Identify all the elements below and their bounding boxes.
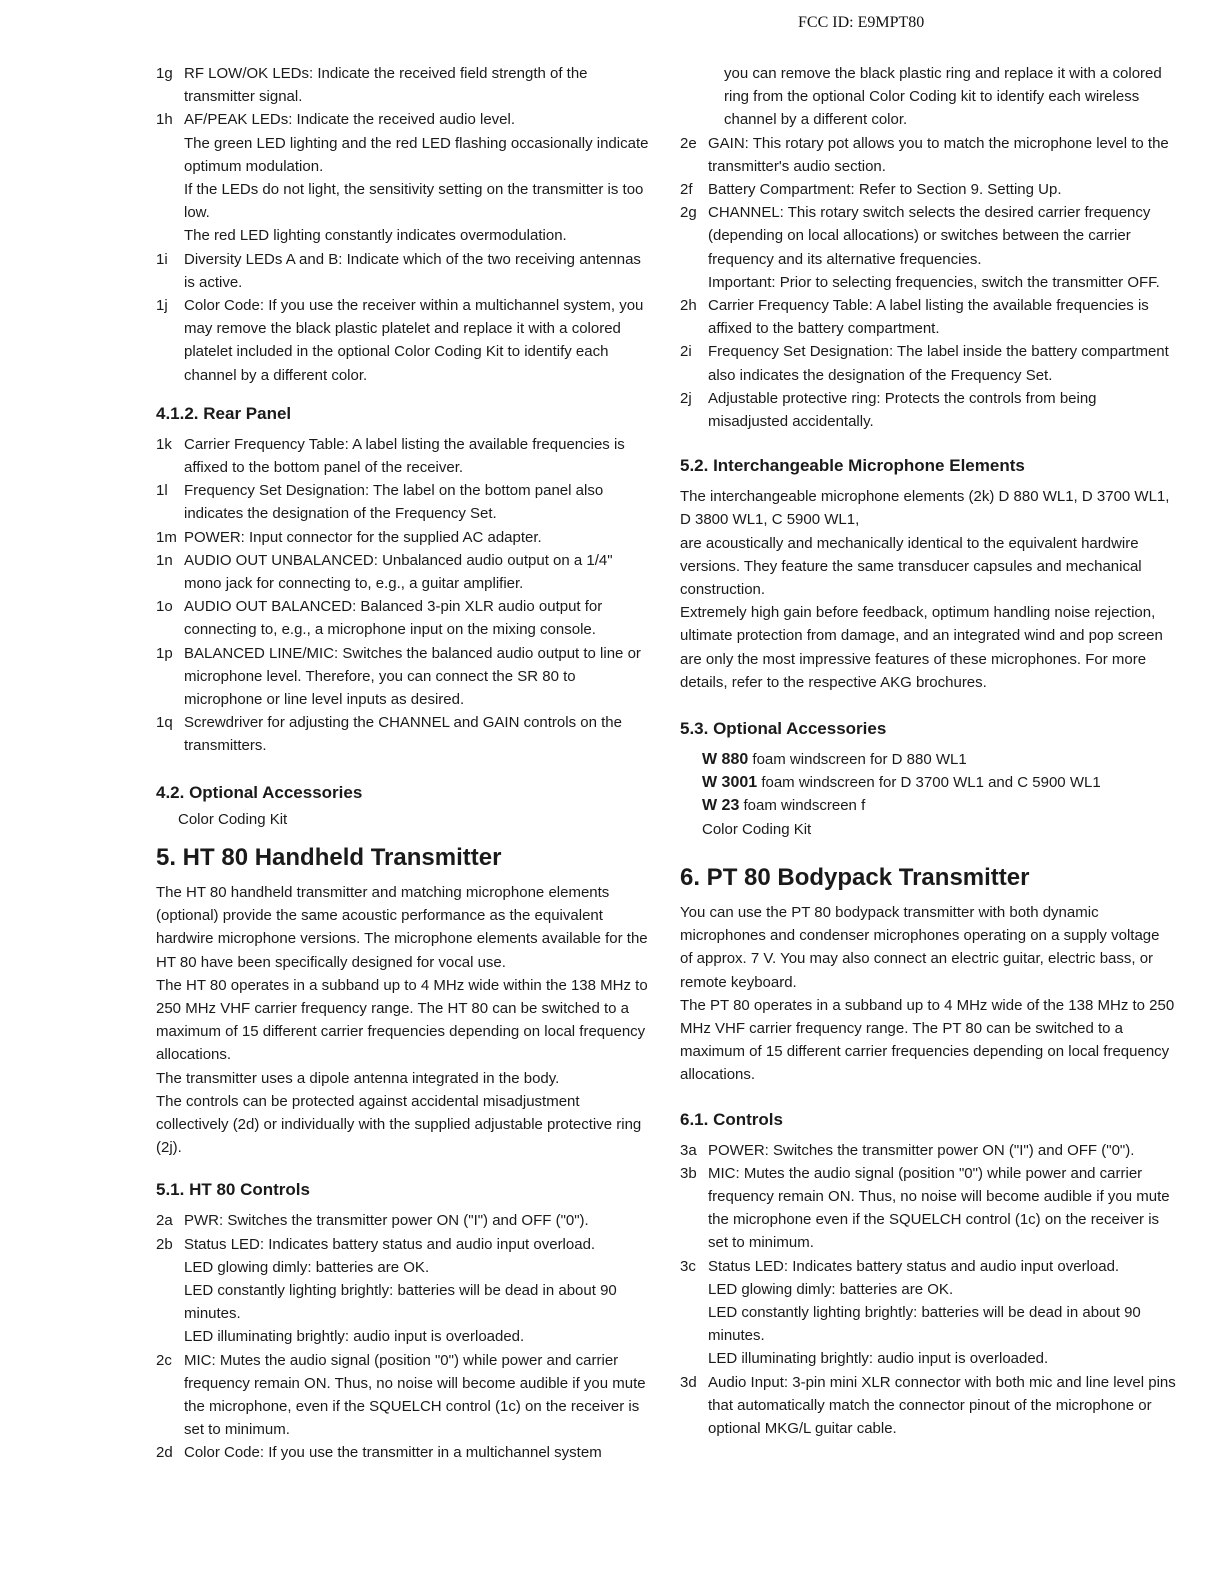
item-paragraph: The green LED lighting and the red LED flashing occasionally indicate optimum modulation. — [184, 134, 649, 175]
item-paragraph: AF/PEAK LEDs: Indicate the received audio level. — [184, 111, 516, 129]
item-paragraph: If the LEDs do not light, the sensitivity setting on the transmitter is too low. — [184, 181, 644, 222]
item-text — [184, 294, 654, 387]
ht80-control-items — [156, 1209, 654, 1464]
item-2c — [156, 1349, 654, 1442]
item-text — [184, 62, 654, 108]
item-2j — [680, 387, 1176, 433]
item-code: 1i — [156, 250, 168, 268]
item-code: 1n — [156, 551, 173, 569]
item-code: 1h — [156, 111, 173, 129]
item-text — [184, 642, 654, 712]
item-paragraph: LED constantly lighting brightly: batteries will be dead in about 90 minutes. — [708, 1303, 1141, 1345]
ht80-control-items-continued — [680, 132, 1176, 434]
item-1k — [156, 433, 654, 479]
item-text — [184, 479, 654, 525]
item-text — [708, 387, 1176, 433]
rear-panel-heading: 4.1.2. Rear Panel — [156, 403, 292, 423]
item-paragraph: Frequency Set Designation: The label inside the battery compartment also indicates the designation of the Frequency Set. — [708, 343, 1169, 384]
pt80-heading: 6. PT 80 Bodypack Transmitter — [680, 863, 1030, 891]
fcc-id: FCC ID: E9MPT80 — [798, 14, 925, 31]
item-text — [708, 1255, 1176, 1371]
body-paragraph: The transmitter uses a dipole antenna integrated in the body. — [156, 1069, 560, 1087]
accessory-item — [702, 748, 1176, 771]
body-paragraph: The HT 80 operates in a subband up to 4 MHz wide within the 138 MHz to 250 MHz VHF carrier frequency range. The HT 80 can be switched to a maximum of 15 different carrier frequencies depending on local frequency allocations. — [156, 976, 648, 1064]
item-paragraph: Screwdriver for adjusting the CHANNEL and GAIN controls on the transmitters. — [184, 714, 622, 755]
ht80-intro — [156, 881, 654, 1159]
accessory-model: W 23 — [702, 797, 740, 815]
ht80-heading: 5. HT 80 Handheld Transmitter — [156, 843, 502, 871]
item-2g — [680, 201, 1176, 294]
item-paragraph: GAIN: This rotary pot allows you to match the microphone level to the transmitter's audio section. — [708, 134, 1169, 175]
item-paragraph: The red LED lighting constantly indicates overmodulation. — [184, 227, 567, 245]
item-paragraph: Status LED: Indicates battery status and audio input overload. — [708, 1257, 1120, 1275]
body-paragraph: The controls can be protected against accidental misadjustment collectively (2d) or individually with the supplied adjustable protective ring (2j). — [156, 1092, 642, 1157]
item-1n — [156, 549, 654, 595]
item-text — [708, 1162, 1176, 1255]
item-1p — [156, 642, 654, 712]
accessory-model: W 880 — [702, 751, 749, 769]
receiver-front-items — [156, 62, 654, 387]
item-text — [708, 340, 1176, 386]
item-1o — [156, 595, 654, 641]
optional-accessories-heading: 4.2. Optional Accessories — [156, 782, 363, 802]
item-code: 2i — [680, 343, 692, 361]
item-1j — [156, 294, 654, 387]
ht80-controls-heading: 5.1. HT 80 Controls — [156, 1180, 310, 1200]
item-code: 2j — [680, 389, 692, 407]
accessory-list — [680, 748, 1176, 818]
body-paragraph: Extremely high gain before feedback, optimum handling noise rejection, ultimate protection from damage, and an integrated wind and pop screen are only the most impressive features of these microphones. For more details, refer to the respective AKG brochures. — [680, 604, 1163, 691]
item-paragraph: MIC: Mutes the audio signal (position "0") while power and carrier frequency remain ON. Thus, no noise will become audible if you mute the microphone, even if the SQUELCH control (1c) on the receiver is set to minimum. — [184, 1351, 646, 1439]
item-paragraph: Battery Compartment: Refer to Section 9. Setting Up. — [708, 181, 1062, 199]
item-paragraph: LED illuminating brightly: audio input is overloaded. — [708, 1350, 1049, 1368]
item-paragraph: Color Code: If you use the transmitter in a multichannel system — [184, 1444, 602, 1462]
item-code: 2g — [680, 204, 697, 222]
item-paragraph: Carrier Frequency Table: A label listing the available frequencies is affixed to the bottom panel of the receiver. — [184, 435, 625, 477]
item-paragraph: LED illuminating brightly: audio input is overloaded. — [184, 1328, 525, 1346]
item-2d — [156, 1441, 654, 1464]
item-text — [184, 433, 654, 479]
item-text — [184, 1349, 654, 1442]
item-text — [708, 178, 1176, 201]
item-paragraph: PWR: Switches the transmitter power ON ("I") and OFF ("0"). — [184, 1212, 589, 1230]
item-text — [708, 132, 1176, 178]
body-paragraph: The interchangeable microphone elements (2k) D 880 WL1, D 3700 WL1, D 3800 WL1, C 5900 WL1, — [680, 488, 1170, 529]
item-1l — [156, 479, 654, 525]
body-paragraph: are acoustically and mechanically identical to the equivalent hardwire versions. They feature the same transducer capsules and mechanical construction. — [680, 534, 1142, 599]
accessory-desc: foam windscreen for D 3700 WL1 and C 5900 WL1 — [761, 774, 1101, 792]
controls-heading: 6.1. Controls — [680, 1109, 783, 1129]
item-1h — [156, 108, 654, 247]
item-code: 3c — [680, 1257, 696, 1275]
item-code: 2h — [680, 297, 697, 315]
item-code: 3d — [680, 1373, 697, 1391]
item-paragraph: Frequency Set Designation: The label on the bottom panel also indicates the designation of the Frequency Set. — [184, 482, 604, 523]
item-paragraph: Important: Prior to selecting frequencies, switch the transmitter OFF. — [708, 273, 1160, 291]
item-code: 1q — [156, 714, 173, 732]
optional-accessories-heading-2: 5.3. Optional Accessories — [680, 719, 887, 739]
right-column — [680, 62, 1176, 1440]
item-code: 3b — [680, 1164, 697, 1182]
body-paragraph: You can use the PT 80 bodypack transmitter with both dynamic microphones and condenser microphones operating on a supply voltage of approx. 7 V. You may also connect an electric guitar, electric bass, or remote keyboard. — [680, 903, 1160, 991]
body-paragraph: The PT 80 operates in a subband up to 4 MHz wide of the 138 MHz to 250 MHz VHF carrier frequency range. The PT 80 can be switched to a maximum of 15 different carrier frequencies depending on local frequency allocations. — [680, 996, 1175, 1084]
item-paragraph: LED constantly lighting brightly: batteries will be dead in about 90 minutes. — [184, 1281, 617, 1323]
color-coding-kit-2: Color Coding Kit — [702, 820, 812, 838]
item-1g — [156, 62, 654, 108]
item-paragraph: Adjustable protective ring: Protects the controls from being misadjusted accidentally. — [708, 389, 1097, 431]
item-2i — [680, 340, 1176, 386]
item-2a — [156, 1209, 654, 1232]
item-paragraph: MIC: Mutes the audio signal (position "0") while power and carrier frequency remain ON. Thus, no noise will become audible if you mute the microphone even if the SQUELCH control (1c) on the receiver is set to minimum. — [708, 1164, 1170, 1252]
item-code: 1j — [156, 297, 168, 315]
item-text — [184, 1209, 654, 1232]
item-3a — [680, 1139, 1176, 1162]
item-text — [184, 1441, 654, 1464]
item-paragraph: RF LOW/OK LEDs: Indicate the received field strength of the transmitter signal. — [184, 65, 588, 106]
item-text — [184, 549, 654, 595]
left-column — [156, 62, 654, 1465]
accessory-item — [702, 771, 1176, 794]
item-2h — [680, 294, 1176, 340]
item-code: 1g — [156, 65, 173, 82]
accessory-desc: foam windscreen for D 880 WL1 — [752, 751, 967, 769]
item-code: 2b — [156, 1235, 173, 1253]
item-paragraph: CHANNEL: This rotary switch selects the desired carrier frequency (depending on local allocations) or switches between the carrier frequency and its alternative frequencies. — [708, 204, 1151, 268]
item-paragraph: LED glowing dimly: batteries are OK. — [708, 1280, 954, 1298]
item-text — [184, 1233, 654, 1349]
item-3c — [680, 1255, 1176, 1371]
item-code: 2c — [156, 1351, 172, 1369]
item-text — [184, 711, 654, 757]
item-code: 1l — [156, 482, 168, 500]
item-code: 2a — [156, 1212, 173, 1230]
item-code: 1p — [156, 644, 173, 662]
item-paragraph: Diversity LEDs A and B: Indicate which of the two receiving antennas is active. — [184, 250, 641, 291]
item-code: 2f — [680, 181, 693, 199]
item-text — [184, 526, 654, 549]
rear-panel-items — [156, 433, 654, 758]
item-paragraph: POWER: Switches the transmitter power ON ("I") and OFF ("0"). — [708, 1141, 1135, 1159]
item-2b — [156, 1233, 654, 1349]
pt80-intro — [680, 901, 1176, 1087]
item-text — [708, 201, 1176, 294]
item-text — [708, 1139, 1176, 1162]
item-3d — [680, 1371, 1176, 1441]
pt80-control-items — [680, 1139, 1176, 1441]
color-coding-kit: Color Coding Kit — [178, 810, 288, 828]
mic-elements-heading: 5.2. Interchangeable Microphone Elements — [680, 456, 1025, 476]
accessory-desc: foam windscreen f — [743, 797, 866, 815]
item-code: 1m — [156, 528, 177, 546]
item-text — [184, 108, 654, 247]
item-3b — [680, 1162, 1176, 1255]
item-paragraph: Audio Input: 3-pin mini XLR connector with both mic and line level pins that automatically match the connector pinout of the microphone or optional MKG/L guitar cable. — [708, 1373, 1176, 1437]
item-code: 1o — [156, 598, 173, 616]
color-code-continuation: you can remove the black plastic ring and replace it with a colored ring from the optional Color Coding kit to identify each wireless channel by a different color. — [724, 65, 1162, 129]
accessory-item — [702, 794, 1176, 817]
accessory-model: W 3001 — [702, 774, 758, 792]
item-code: 2d — [156, 1444, 173, 1462]
item-text — [184, 248, 654, 294]
item-paragraph: LED glowing dimly: batteries are OK. — [184, 1258, 430, 1276]
item-paragraph: AUDIO OUT BALANCED: Balanced 3-pin XLR audio output for connecting to, e.g., a microphone input on the mixing console. — [184, 598, 603, 639]
mic-elements-text — [680, 485, 1176, 694]
item-paragraph: AUDIO OUT UNBALANCED: Unbalanced audio output on a 1/4" mono jack for connecting to, e.g., a guitar amplifier. — [184, 551, 613, 593]
item-paragraph: Color Code: If you use the receiver within a multichannel system, you may remove the black plastic platelet and replace it with a colored platelet included in the optional Color Coding Kit to identify each channel by a different color. — [184, 297, 644, 384]
item-paragraph: POWER: Input connector for the supplied AC adapter. — [184, 528, 542, 546]
item-paragraph: BALANCED LINE/MIC: Switches the balanced audio output to line or microphone level. Therefore, you can connect the SR 80 to microphone or line level inputs as desired. — [184, 644, 641, 709]
item-paragraph: Carrier Frequency Table: A label listing the available frequencies is affixed to the battery compartment. — [708, 297, 1149, 338]
item-2e — [680, 132, 1176, 178]
item-1i — [156, 248, 654, 294]
item-1q — [156, 711, 654, 757]
item-2f — [680, 178, 1176, 201]
item-code: 2e — [680, 134, 697, 152]
item-code: 3a — [680, 1141, 697, 1159]
item-text — [708, 294, 1176, 340]
item-code: 1k — [156, 435, 172, 453]
item-1m — [156, 526, 654, 549]
item-text — [184, 595, 654, 641]
body-paragraph: The HT 80 handheld transmitter and matching microphone elements (optional) provide the same acoustic performance as the equivalent hardwire microphone versions. The microphone elements available for the HT 80 have been specifically designed for vocal use. — [156, 883, 648, 971]
item-paragraph: Status LED: Indicates battery status and audio input overload. — [184, 1235, 596, 1253]
item-text — [708, 1371, 1176, 1441]
